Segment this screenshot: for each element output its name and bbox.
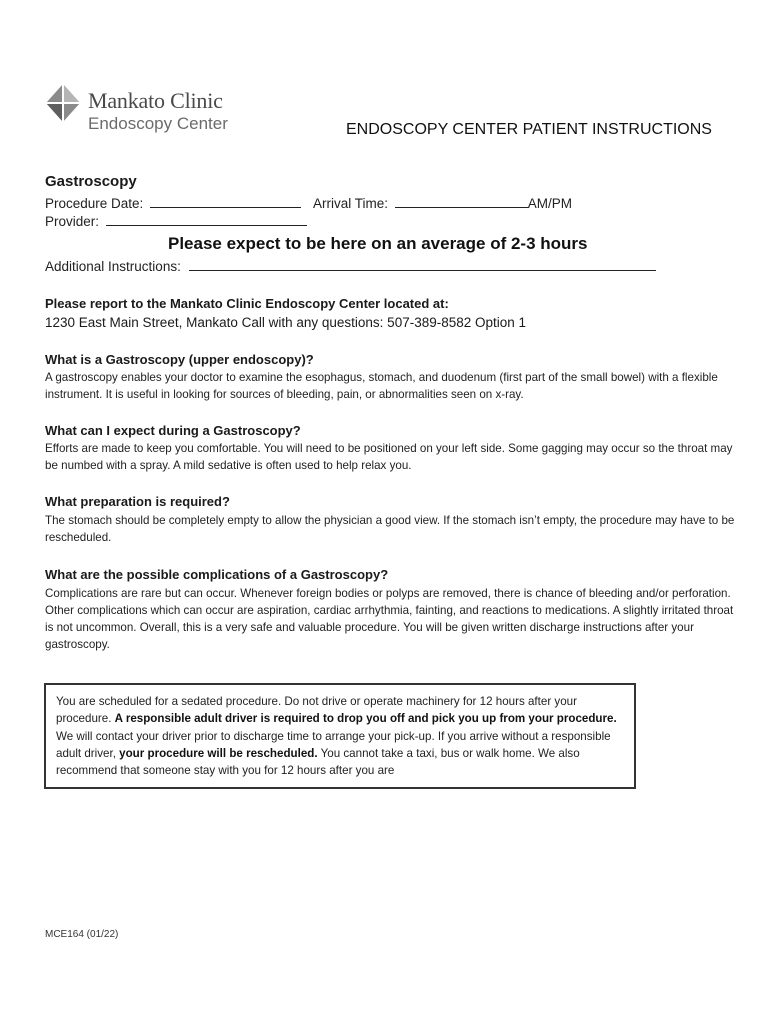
procedure-date-field[interactable] [150, 195, 301, 208]
section-answer: Efforts are made to keep you comfortable. You will need to be positioned on your left side. Some gagging may occur so the throat may be numbed with a spray. A mild sedative is often used to help relax you. [45, 442, 733, 472]
procedure-date-row [45, 195, 301, 211]
arrival-time-row [313, 195, 572, 211]
duration-notice: Please expect to be here on an average of 2-3 hours [168, 234, 588, 253]
provider-field[interactable] [106, 213, 307, 226]
am-pm-label: AM/PM [527, 196, 573, 211]
arrival-time-field[interactable] [395, 195, 528, 208]
report-address: 1230 East Main Street, Mankato Call with any questions: 507-389-8582 Option 1 [45, 315, 527, 330]
diamond-logo-icon [44, 82, 82, 124]
notice-text-2: We will contact your driver prior to discharge time to arrange your pick-up. If you arrive without a responsible adult driver, [56, 729, 611, 760]
provider-row [45, 213, 307, 229]
form-code: MCE164 (01/22) [45, 929, 119, 940]
additional-instructions-row [45, 258, 656, 274]
clinic-logo [44, 82, 244, 138]
section-question: What can I expect during a Gastroscopy? [45, 423, 301, 438]
logo-clinic-name: Mankato Clinic [88, 88, 223, 113]
provider-label: Provider: [45, 214, 100, 229]
section-answer: Complications are rare but can occur. Whenever foreign bodies or polyps are removed, there is chance of bleeding and/or perforation. Other complications which can occur are aspiration, cardiac arrhythmia, fainting, and reactions to medications. A slightly irritated throat is not uncommon. Overall, this is a very safe and valuable procedure. You will be given written discharge instructions after your gastroscopy. [45, 587, 734, 651]
notice-text-1: You are scheduled for a sedated procedure. Do not drive or operate machinery for 12 hours after your procedure. [56, 695, 577, 726]
additional-instructions-field[interactable] [189, 258, 656, 271]
notice-reschedule-warning: your procedure will be rescheduled. [119, 746, 318, 760]
section-question: What preparation is required? [45, 494, 230, 509]
section-question: What is a Gastroscopy (upper endoscopy)? [45, 352, 314, 367]
procedure-heading: Gastroscopy [45, 173, 137, 190]
procedure-date-label: Procedure Date: [45, 196, 144, 211]
notice-driver-requirement: A responsible adult driver is required to drop you off and pick you up from your procedure. [114, 712, 617, 726]
section-answer: The stomach should be completely empty to allow the physician a good view. If the stomach isn’t empty, the procedure may have to be rescheduled. [45, 514, 735, 544]
document-title: ENDOSCOPY CENTER PATIENT INSTRUCTIONS [346, 121, 712, 138]
notice-text-3: You cannot take a taxi, bus or walk home. We also recommend that someone stay with you for 12 hours after you are [56, 746, 580, 778]
report-location-heading: Please report to the Mankato Clinic Endoscopy Center located at: [45, 296, 449, 311]
section-question: What are the possible complications of a Gastroscopy? [45, 567, 389, 582]
logo-center-name: Endoscopy Center [88, 114, 228, 133]
additional-instructions-label: Additional Instructions: [45, 259, 181, 274]
sedation-notice-box [44, 683, 636, 789]
arrival-time-label: Arrival Time: [313, 196, 389, 211]
section-answer: A gastroscopy enables your doctor to examine the esophagus, stomach, and duodenum (first part of the small bowel) with a flexible instrument. It is useful in looking for sources of bleeding, pain, or abnormalities seen on x-ray. [45, 371, 718, 401]
